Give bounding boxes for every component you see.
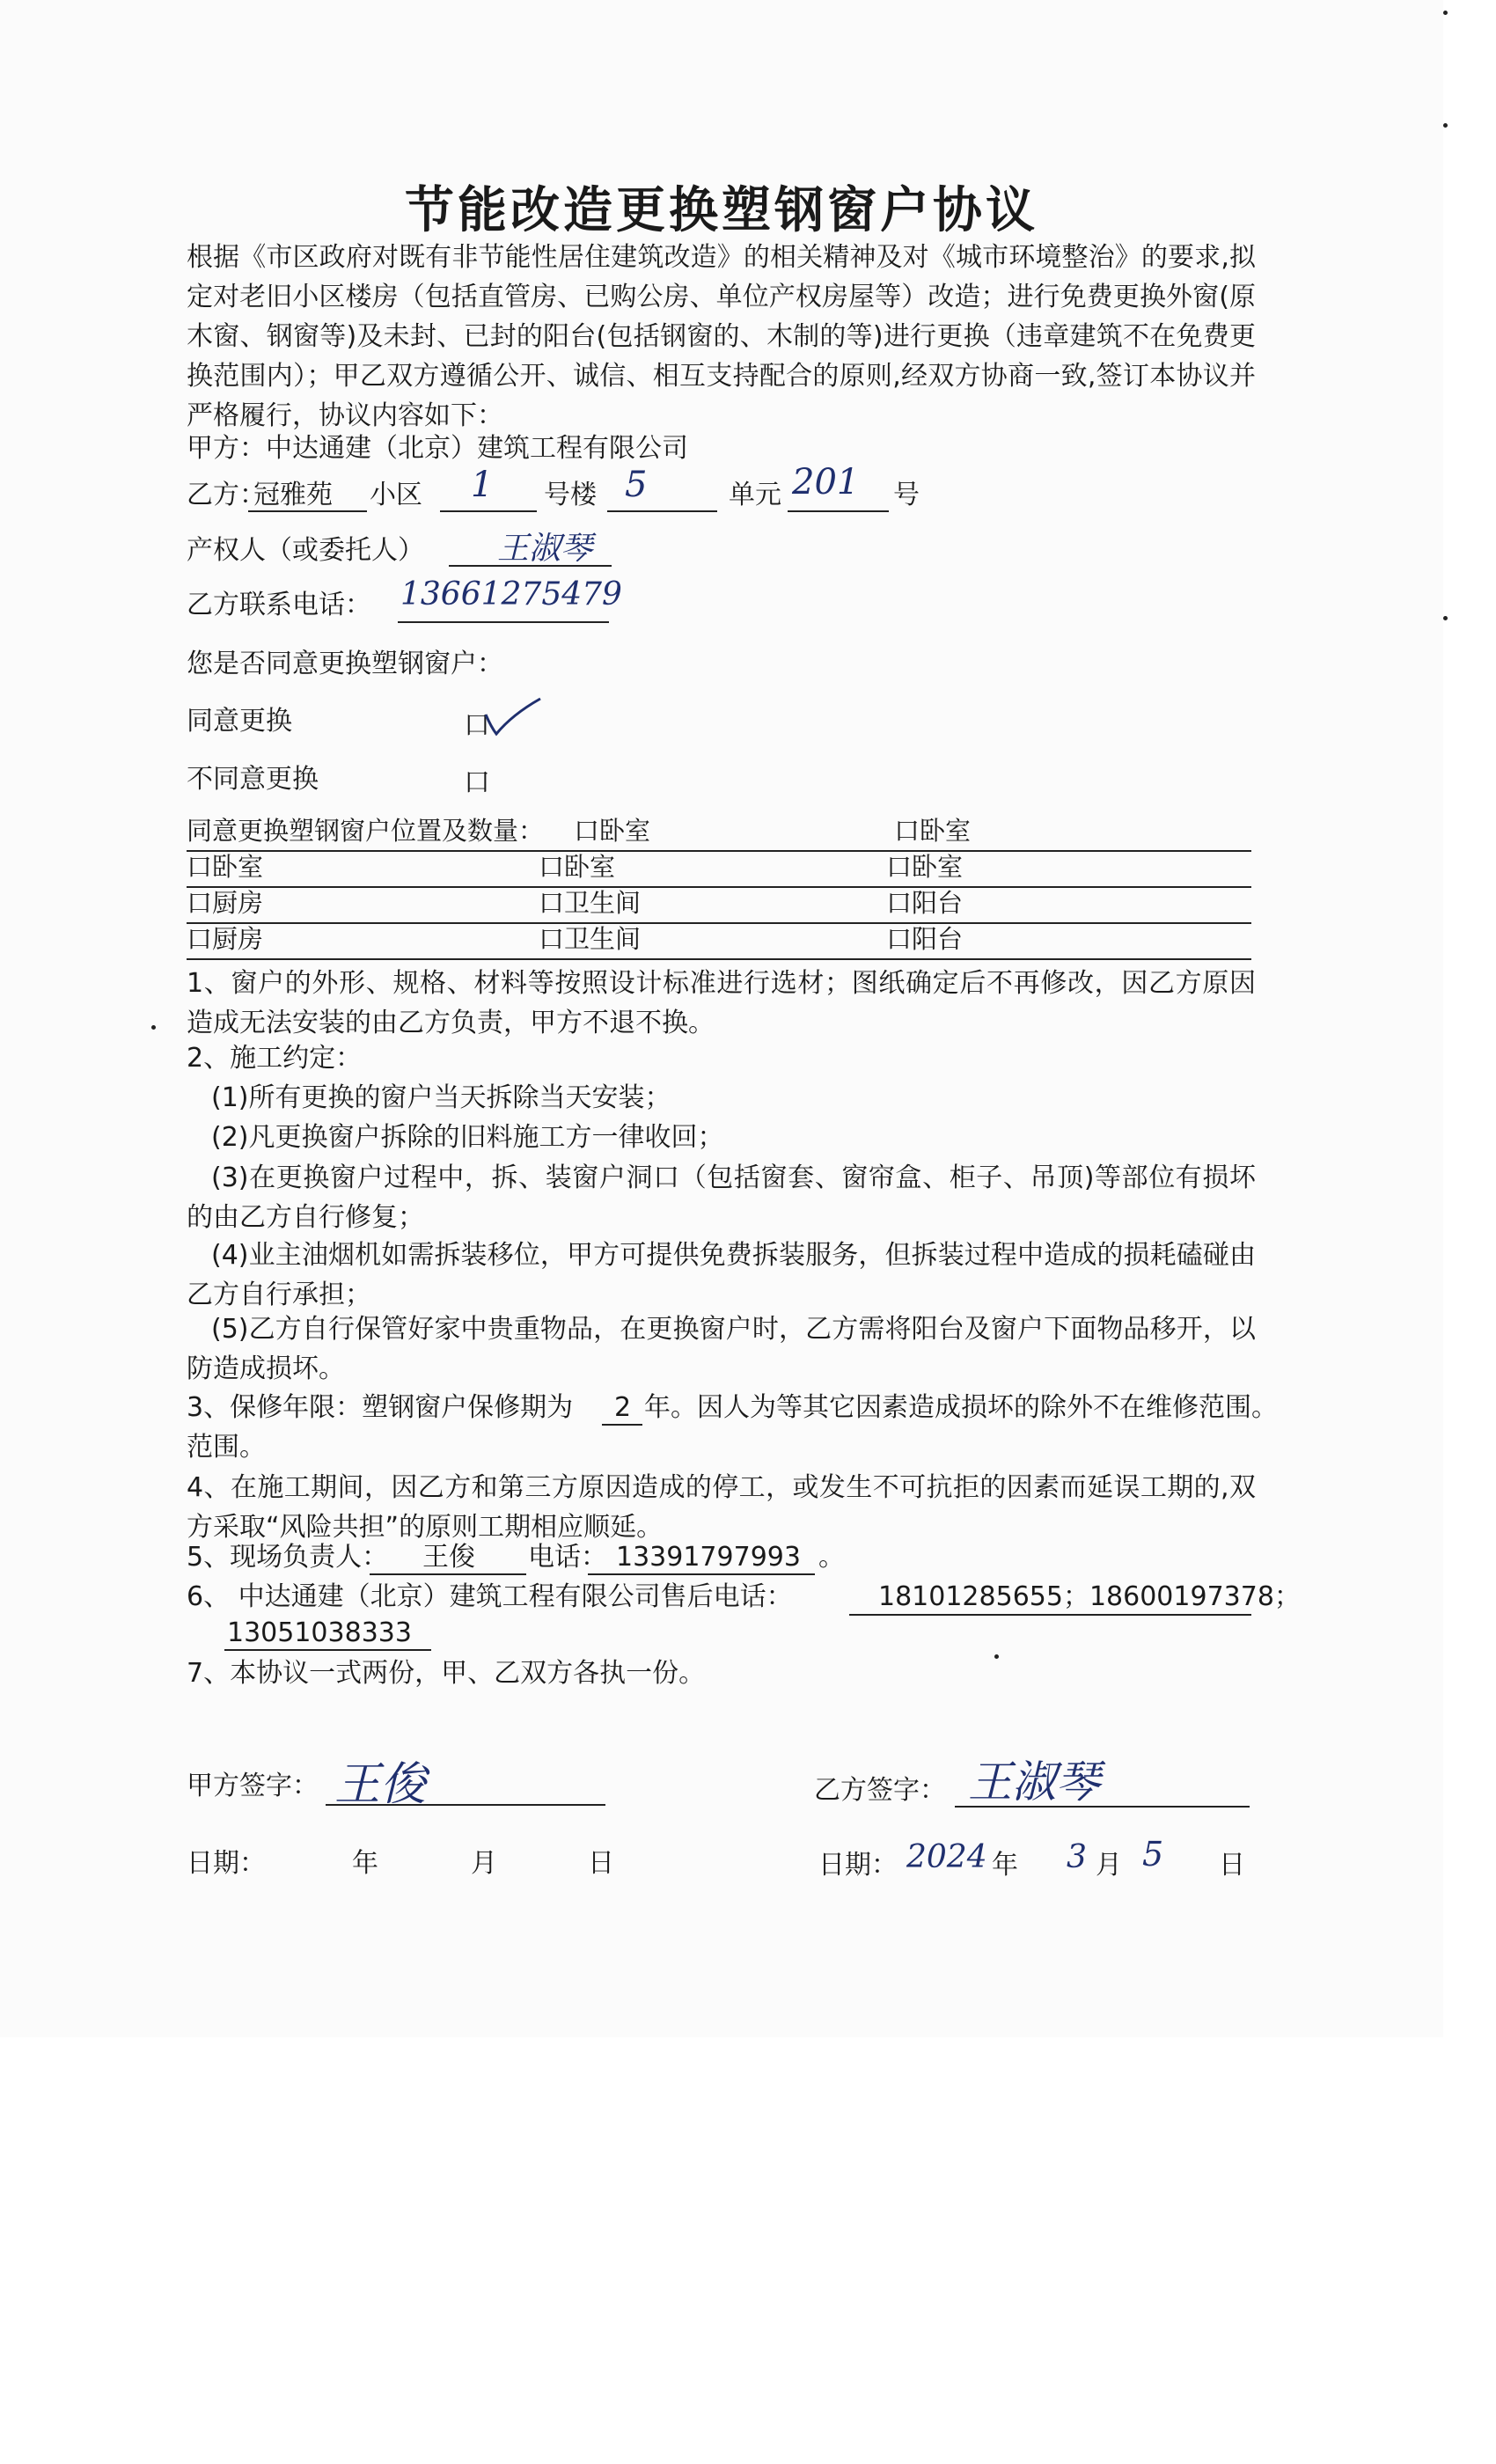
unit-underline	[607, 510, 717, 512]
community-name: 冠雅苑	[253, 480, 333, 510]
warranty-years: 2	[614, 1392, 632, 1423]
room-suffix: 号	[893, 480, 920, 510]
party-b-date-label: 日期：	[818, 1850, 898, 1881]
party-a-month: 月	[471, 1848, 497, 1879]
phone-underline-5	[588, 1573, 815, 1575]
clause-7: 7、本协议一式两份，甲、乙双方各执一份。	[187, 1658, 706, 1689]
phone-label: 乙方联系电话：	[187, 590, 371, 620]
party-b-month-value: 3	[1067, 1839, 1087, 1875]
owner-underline	[449, 565, 612, 567]
room-underline	[788, 510, 889, 512]
clause-5-end: 。	[818, 1542, 845, 1573]
agree-label: 同意更换	[187, 706, 292, 737]
clause-6-label: 6、 中达通建（北京）建筑工程有限公司售后电话：	[187, 1581, 793, 1612]
clause-5-phone-label: 电话：	[528, 1542, 607, 1573]
party-a-day: 日	[588, 1848, 614, 1879]
table-rule	[187, 850, 1251, 852]
party-b-signature: 王淑琴	[968, 1756, 1100, 1808]
party-a-signature: 王俊	[334, 1758, 427, 1811]
after-sales-underline	[849, 1614, 1251, 1616]
disagree-checkbox[interactable]: 口	[464, 767, 490, 798]
table-rule	[187, 886, 1251, 888]
clause-4: 4、在施工期间，因乙方和第三方原因造成的停工，或发生不可抗拒的因素而延误工期的,双方采取“风险共担”的原则工期相应顺延。	[187, 1472, 1256, 1543]
scan-speck	[1443, 123, 1448, 128]
clause-2-5: (5)乙方自行保管好家中贵重物品，在更换窗户时，乙方需将阳台及窗户下面物品移开，以防造成损坏。	[187, 1314, 1256, 1384]
party-b-sign-label: 乙方签字：	[814, 1775, 946, 1806]
party-a-sign-underline	[326, 1804, 605, 1806]
owner-label: 产权人（或委托人）	[187, 535, 424, 566]
party-a-line: 甲方：中达通建（北京）建筑工程有限公司	[187, 433, 688, 464]
after-sales-phones-2: 13051038333	[227, 1617, 412, 1648]
site-manager-name: 王俊	[422, 1542, 475, 1573]
unit-handwritten: 5	[625, 465, 648, 505]
after-sales-phones-1: 18101285655；18600197378；	[878, 1581, 1301, 1612]
scan-speck	[1443, 616, 1448, 620]
clause-2-1: (1)所有更换的窗户当天拆除当天安装；	[211, 1082, 671, 1113]
position-cell: 口卧室	[539, 852, 616, 882]
party-b-label: 乙方：	[187, 480, 266, 510]
clause-3-part-b: 年。因人为等其它因素造成损坏的除外不在维修范围。	[644, 1392, 1278, 1423]
document-title: 节能改造更换塑钢窗户协议	[405, 182, 1038, 239]
position-cell: 口阳台	[886, 888, 964, 918]
clause-2-4: (4)业主油烟机如需拆装移位，甲方可提供免费拆装服务，但拆装过程中造成的损耗磕碰由乙方自行承担；	[187, 1240, 1256, 1310]
community-suffix: 小区	[370, 480, 422, 510]
after-sales-underline-2	[224, 1649, 431, 1651]
building-underline	[440, 510, 537, 512]
scan-speck	[1443, 11, 1448, 15]
manager-underline	[370, 1573, 526, 1575]
clause-3-cont: 范围。	[187, 1432, 266, 1463]
table-rule	[187, 922, 1251, 924]
position-cell: 口厨房	[187, 888, 264, 918]
disagree-label: 不同意更换	[187, 764, 319, 795]
phone-underline	[398, 621, 609, 623]
clause-3-part-a: 3、保修年限：塑钢窗户保修期为	[187, 1392, 574, 1423]
party-b-month: 月	[1096, 1850, 1122, 1881]
position-cell: 口厨房	[187, 924, 264, 954]
party-a-sign-label: 甲方签字：	[187, 1771, 319, 1801]
scan-speck	[151, 1025, 156, 1030]
position-cell: 口卧室	[187, 852, 264, 882]
scan-speck	[994, 1654, 999, 1659]
owner-signature: 王淑琴	[497, 531, 593, 567]
positions-label: 同意更换塑钢窗户位置及数量：	[187, 816, 545, 846]
position-cell: 口卧室	[894, 816, 972, 846]
checkmark-icon	[482, 695, 544, 739]
unit-suffix: 单元	[729, 480, 781, 510]
clause-2-3: (3)在更换窗户过程中，拆、装窗户洞口（包括窗套、窗帘盒、柜子、吊顶)等部位有损坏的由乙方自行修复；	[187, 1162, 1256, 1233]
party-b-year: 年	[992, 1850, 1018, 1881]
clause-2-2: (2)凡更换窗户拆除的旧料施工方一律收回；	[211, 1122, 724, 1153]
table-rule	[187, 958, 1251, 960]
community-underline	[248, 510, 367, 512]
party-b-day-value: 5	[1142, 1835, 1164, 1874]
position-cell: 口阳台	[886, 924, 964, 954]
room-handwritten: 201	[792, 462, 860, 502]
preamble-paragraph: 根据《市区政府对既有非节能性居住建筑改造》的相关精神及对《城市环境整治》的要求,拟定对老旧小区楼房（包括直管房、已购公房、单位产权房屋等）改造；进行免费更换外窗(原木窗、钢窗等)及未封、已封的阳台(包括钢窗的、木制的等)进行更换（违章建筑不在免费更换范围内）；甲乙双方遵循公开、诚信、相互支持配合的原则,经双方协商一致,签订本协议并严格履行，协议内容如下：	[187, 242, 1256, 431]
position-cell: 口卧室	[886, 852, 964, 882]
clause-2: 2、施工约定：	[187, 1043, 363, 1074]
building-handwritten: 1	[471, 465, 494, 505]
party-a-year: 年	[352, 1848, 378, 1879]
clause-1: 1、窗户的外形、规格、材料等按照设计标准进行选材；图纸确定后不再修改，因乙方原因造成无法安装的由乙方负责，甲方不退不换。	[187, 968, 1256, 1038]
agree-checkbox[interactable]: 口	[464, 710, 490, 741]
party-a-date-label: 日期：	[187, 1848, 266, 1879]
site-manager-phone: 13391797993	[616, 1542, 801, 1573]
clause-5-label: 5、现场负责人：	[187, 1542, 389, 1573]
warranty-underline	[602, 1424, 642, 1426]
position-cell: 口卫生间	[539, 888, 642, 918]
party-b-year-value: 2024	[906, 1839, 987, 1875]
consent-question: 您是否同意更换塑钢窗户：	[187, 649, 503, 679]
position-cell: 口卫生间	[539, 924, 642, 954]
party-b-day: 日	[1219, 1850, 1245, 1881]
party-b-sign-underline	[955, 1806, 1250, 1808]
building-suffix: 号楼	[544, 480, 597, 510]
position-cell: 口卧室	[574, 816, 651, 846]
phone-handwritten: 13661275479	[400, 576, 622, 612]
